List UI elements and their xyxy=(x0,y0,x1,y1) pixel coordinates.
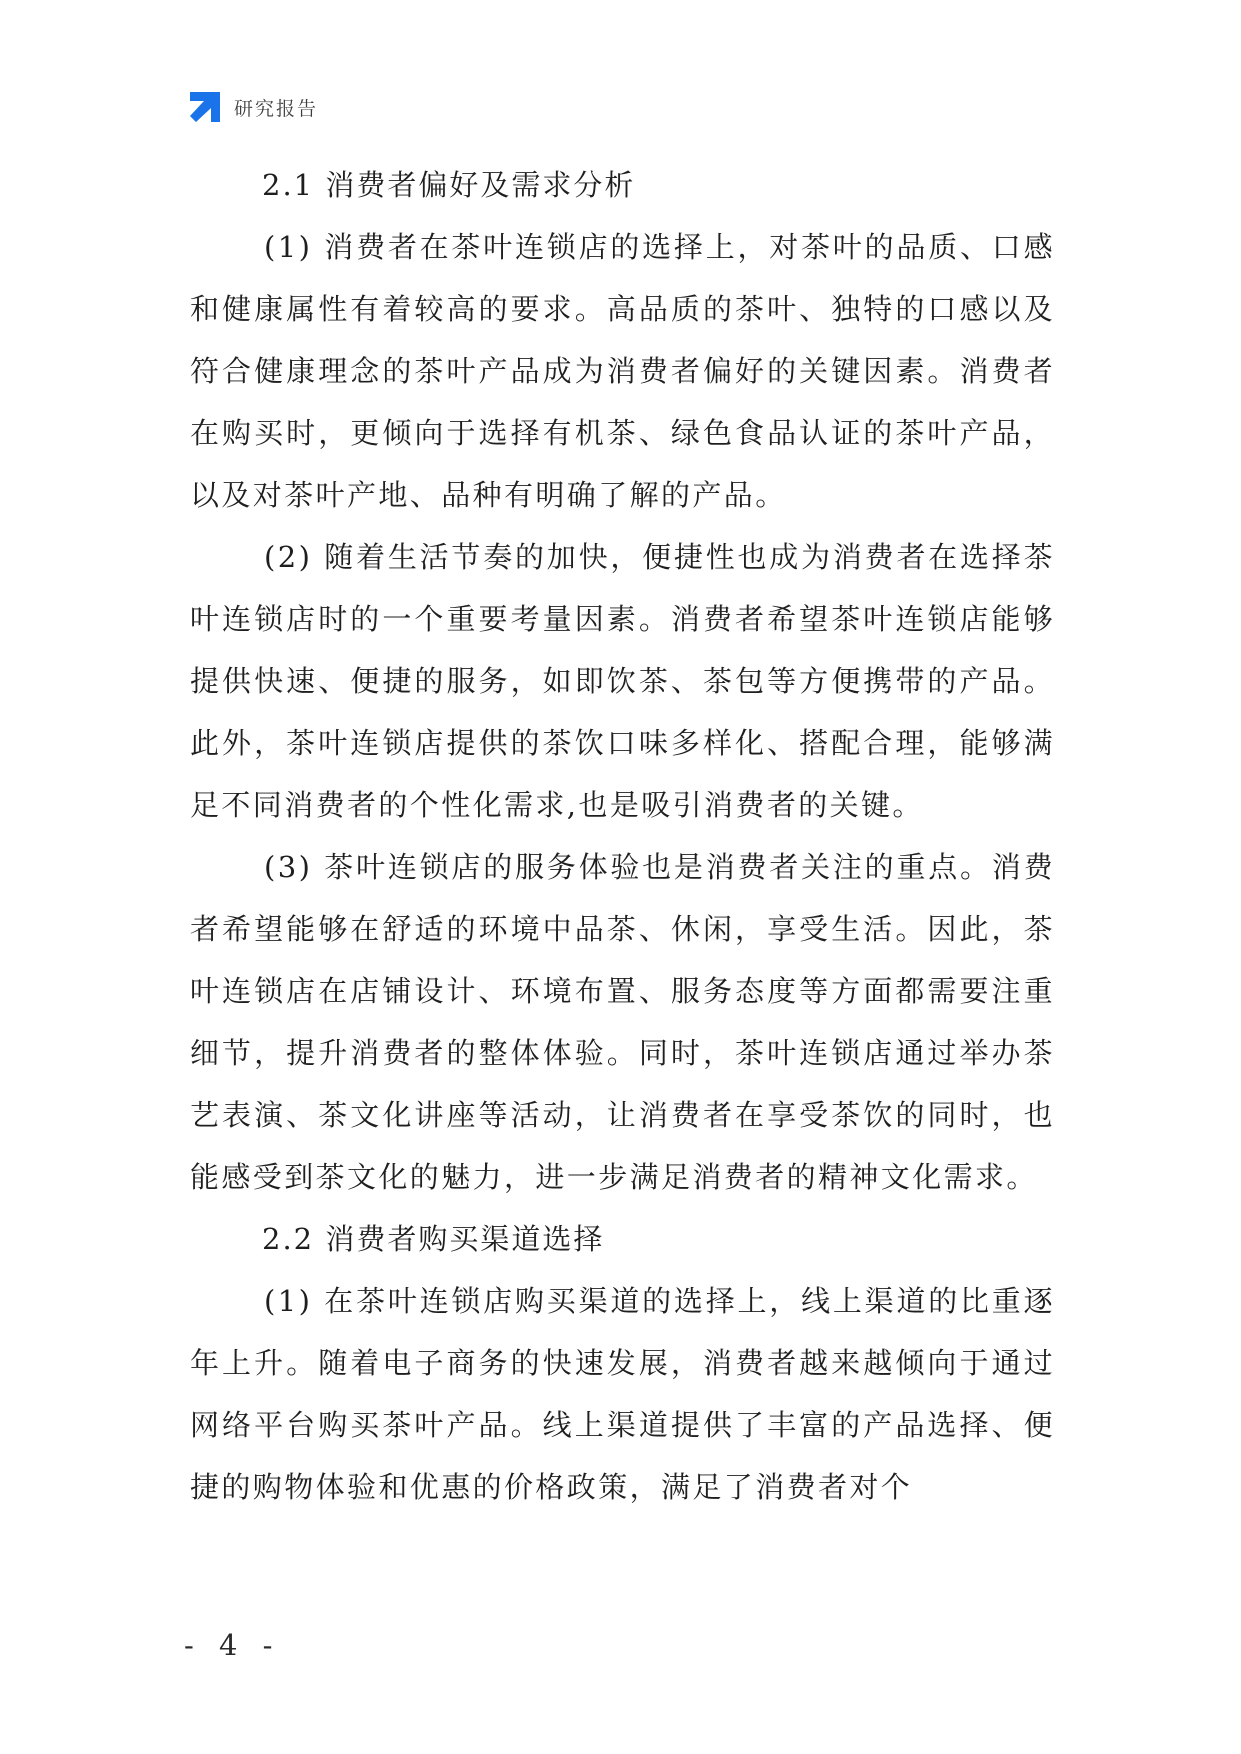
paragraph: (1) 消费者在茶叶连锁店的选择上，对茶叶的品质、口感和健康属性有着较高的要求。高品质的茶叶、独特的口感以及符合健康理念的茶叶产品成为消费者偏好的关键因素。消费者在购买时，更倾向于选择有机茶、绿色食品认证的茶叶产品，以及对茶叶产地、品种有明确了解的产品。 xyxy=(190,230,1055,512)
paragraph: (3) 茶叶连锁店的服务体验也是消费者关注的重点。消费者希望能够在舒适的环境中品茶、休闲，享受生活。因此，茶叶连锁店在店铺设计、环境布置、服务态度等方面都需要注重细节，提升消费者的整体体验。同时，茶叶连锁店通过举办茶艺表演、茶文化讲座等活动，让消费者在享受茶饮的同时，也能感受到茶文化的魅力，进一步满足消费者的精神文化需求。 xyxy=(190,850,1055,1194)
document-body xyxy=(190,154,1055,1518)
section-2-2 xyxy=(190,1208,1055,1518)
section-2-1 xyxy=(190,154,1055,1208)
paragraph: (1) 在茶叶连锁店购买渠道的选择上，线上渠道的比重逐年上升。随着电子商务的快速发展，消费者越来越倾向于通过网络平台购买茶叶产品。线上渠道提供了丰富的产品选择、便捷的购物体验和优惠的价格政策，满足了消费者对个 xyxy=(190,1284,1055,1504)
header-title: 研究报告 xyxy=(234,97,319,120)
page-header xyxy=(190,90,318,124)
page-number: - 4 - xyxy=(184,1628,281,1662)
section-heading: 2.1 消费者偏好及需求分析 xyxy=(262,168,636,202)
section-heading: 2.2 消费者购买渠道选择 xyxy=(262,1222,605,1256)
arrow-up-right-icon xyxy=(190,92,220,122)
paragraph: (2) 随着生活节奏的加快，便捷性也成为消费者在选择茶叶连锁店时的一个重要考量因素。消费者希望茶叶连锁店能够提供快速、便捷的服务，如即饮茶、茶包等方便携带的产品。此外，茶叶连锁店提供的茶饮口味多样化、搭配合理，能够满足不同消费者的个性化需求,也是吸引消费者的关键。 xyxy=(190,540,1055,822)
